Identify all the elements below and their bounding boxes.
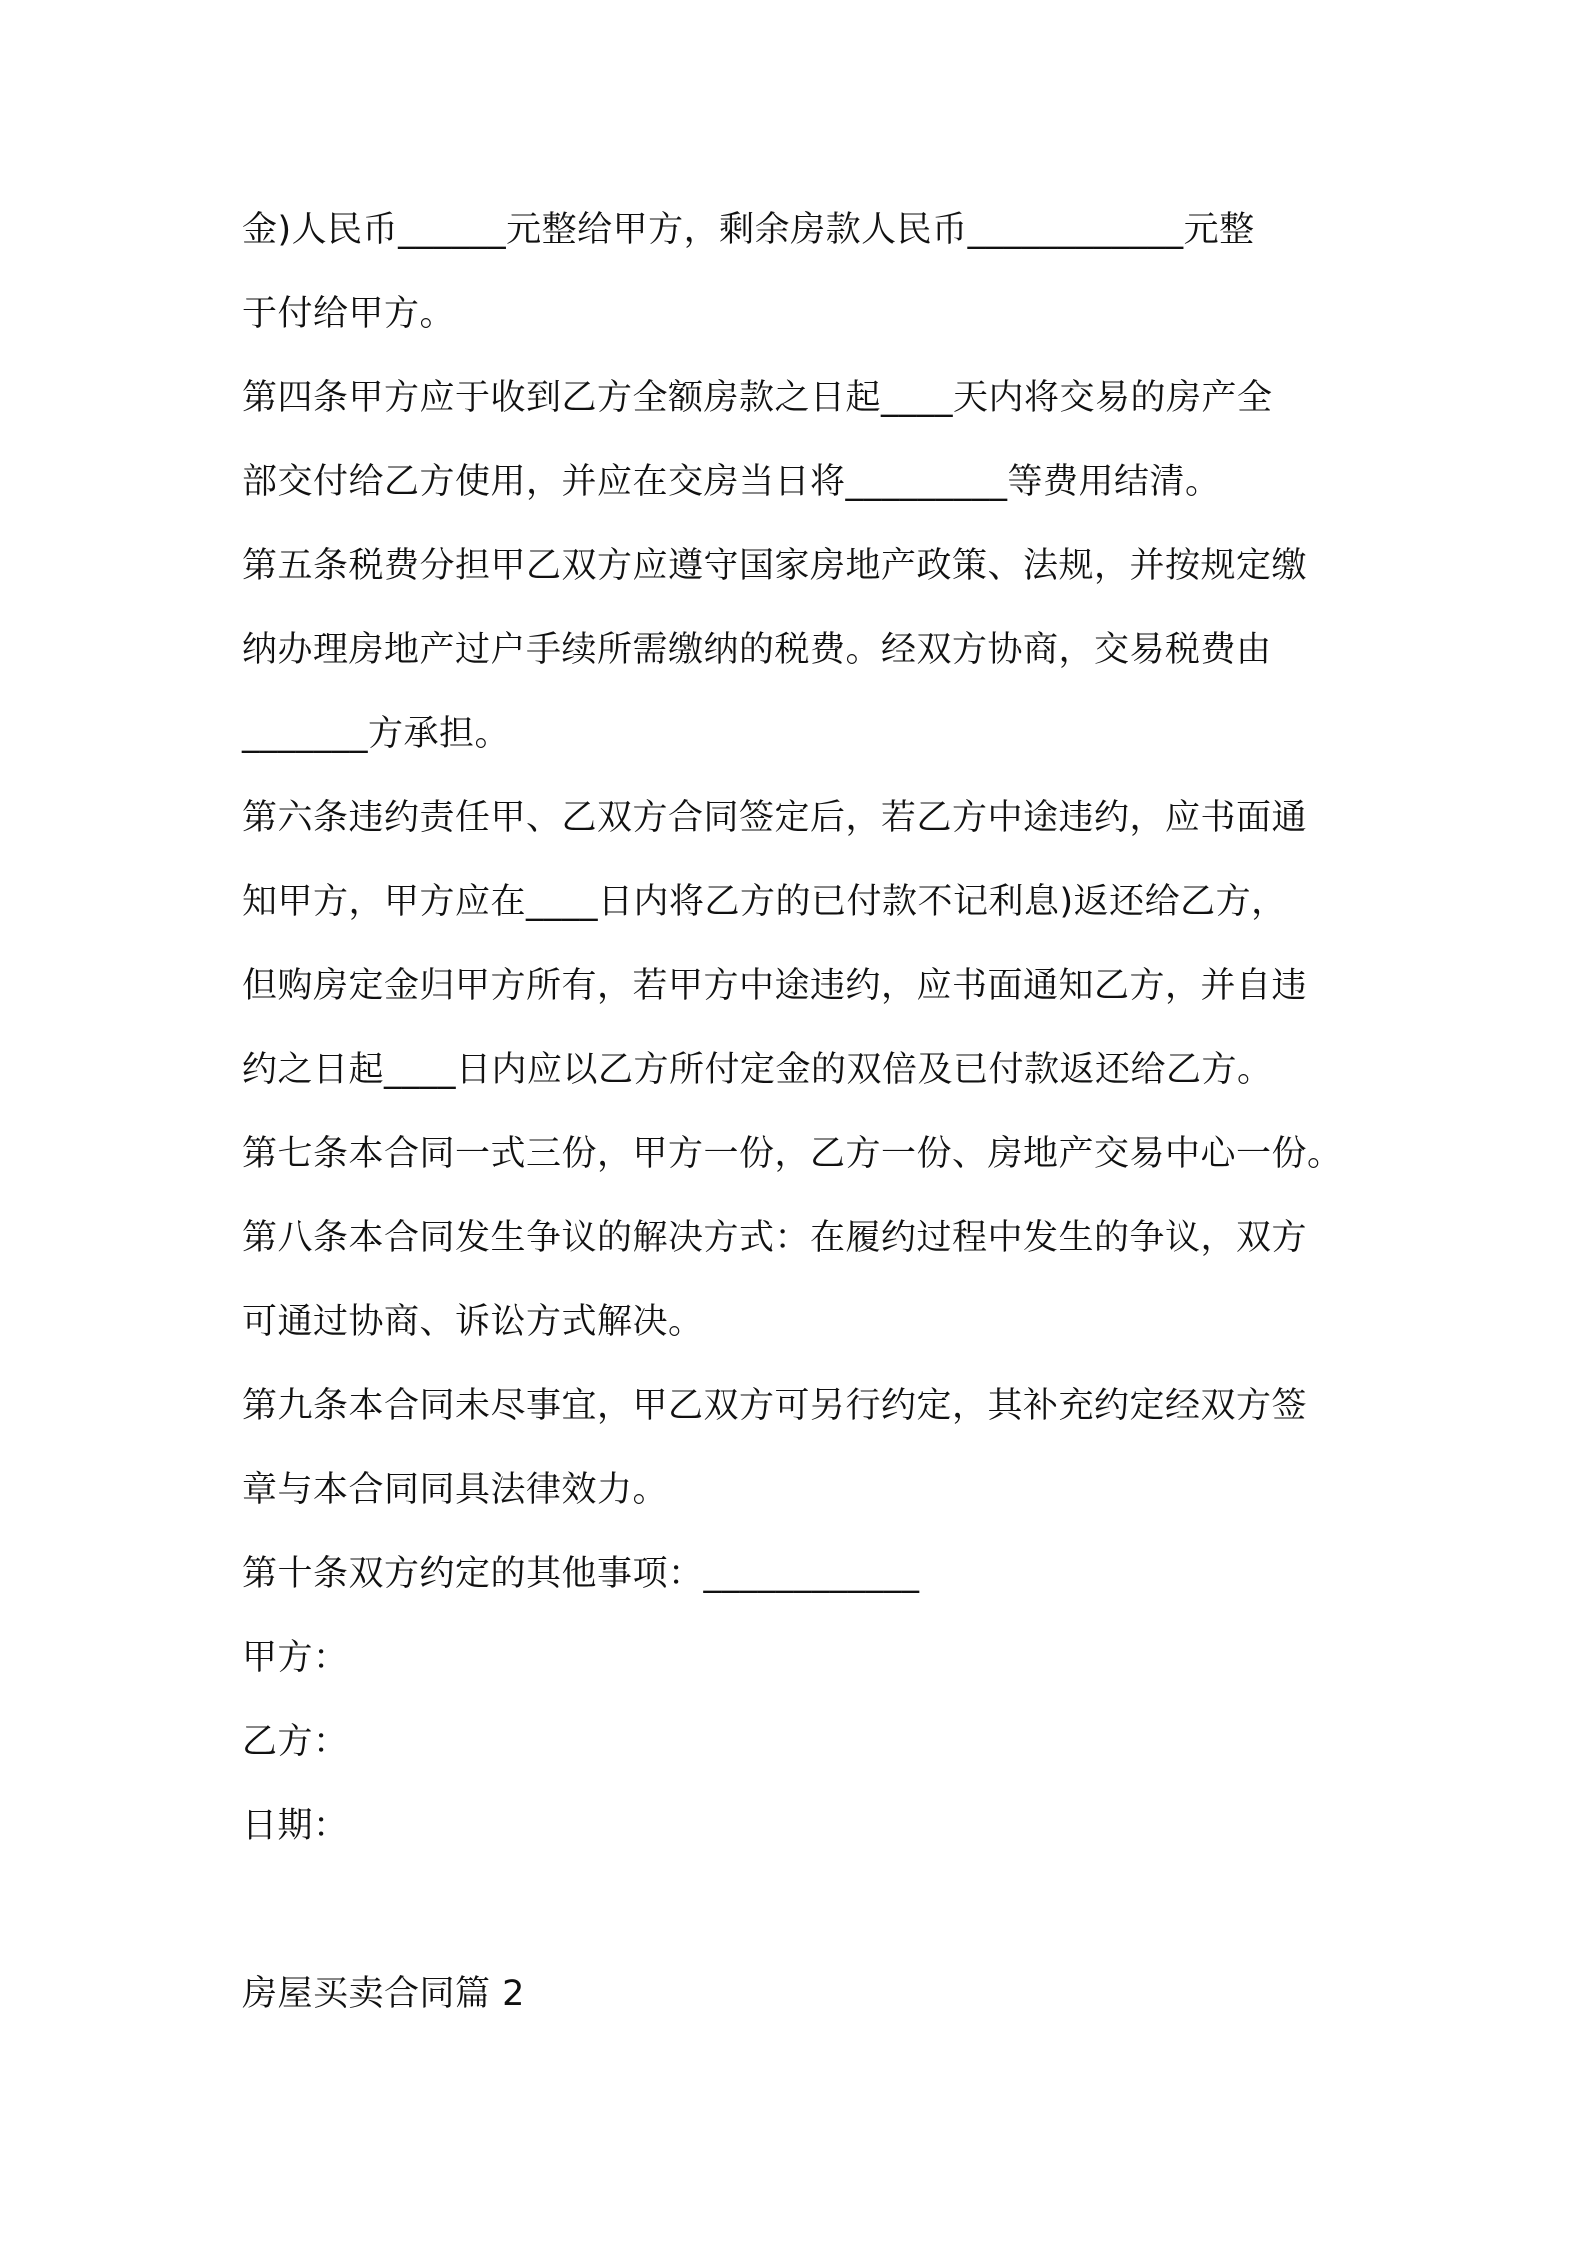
text-line: 部交付给乙方使用，并应在交房当日将_________等费用结清。 <box>242 462 1221 502</box>
text-line: 可通过协商、诉讼方式解决。 <box>242 1302 704 1342</box>
party-a-label: 甲方： <box>242 1638 349 1678</box>
text-line: 约之日起____日内应以乙方所付定金的双倍及已付款返还给乙方。 <box>242 1050 1273 1090</box>
text-line: 第五条税费分担甲乙双方应遵守国家房地产政策、法规，并按规定缴 <box>242 546 1308 586</box>
section-heading: 房屋买卖合同篇 2 <box>242 1974 525 2014</box>
text-line: 第六条违约责任甲、乙双方合同签定后，若乙方中途违约，应书面通 <box>242 798 1308 838</box>
party-b-label: 乙方： <box>242 1722 349 1762</box>
date-label: 日期： <box>242 1806 349 1846</box>
text-line: 章与本合同同具法律效力。 <box>242 1470 669 1510</box>
text-line: 但购房定金归甲方所有，若甲方中途违约，应书面通知乙方，并自违 <box>242 966 1308 1006</box>
text-line: 金)人民币______元整给甲方，剩余房款人民币____________元整 <box>242 210 1255 250</box>
document-body <box>242 188 1362 2036</box>
text-line: 第十条双方约定的其他事项：____________ <box>242 1554 920 1594</box>
text-line: 于付给甲方。 <box>242 294 456 334</box>
text-line: 第七条本合同一式三份，甲方一份，乙方一份、房地产交易中心一份。 <box>242 1134 1343 1174</box>
text-line: _______方承担。 <box>242 714 511 754</box>
text-line: 第四条甲方应于收到乙方全额房款之日起____天内将交易的房产全 <box>242 378 1273 418</box>
spacer <box>242 1868 1362 1952</box>
text-line: 第九条本合同未尽事宜，甲乙双方可另行约定，其补充约定经双方签 <box>242 1386 1308 1426</box>
text-line: 第八条本合同发生争议的解决方式：在履约过程中发生的争议，双方 <box>242 1218 1308 1258</box>
text-line: 纳办理房地产过户手续所需缴纳的税费。经双方协商，交易税费由 <box>242 630 1272 670</box>
text-line: 知甲方，甲方应在____日内将乙方的已付款不记利息)返还给乙方， <box>242 882 1287 922</box>
